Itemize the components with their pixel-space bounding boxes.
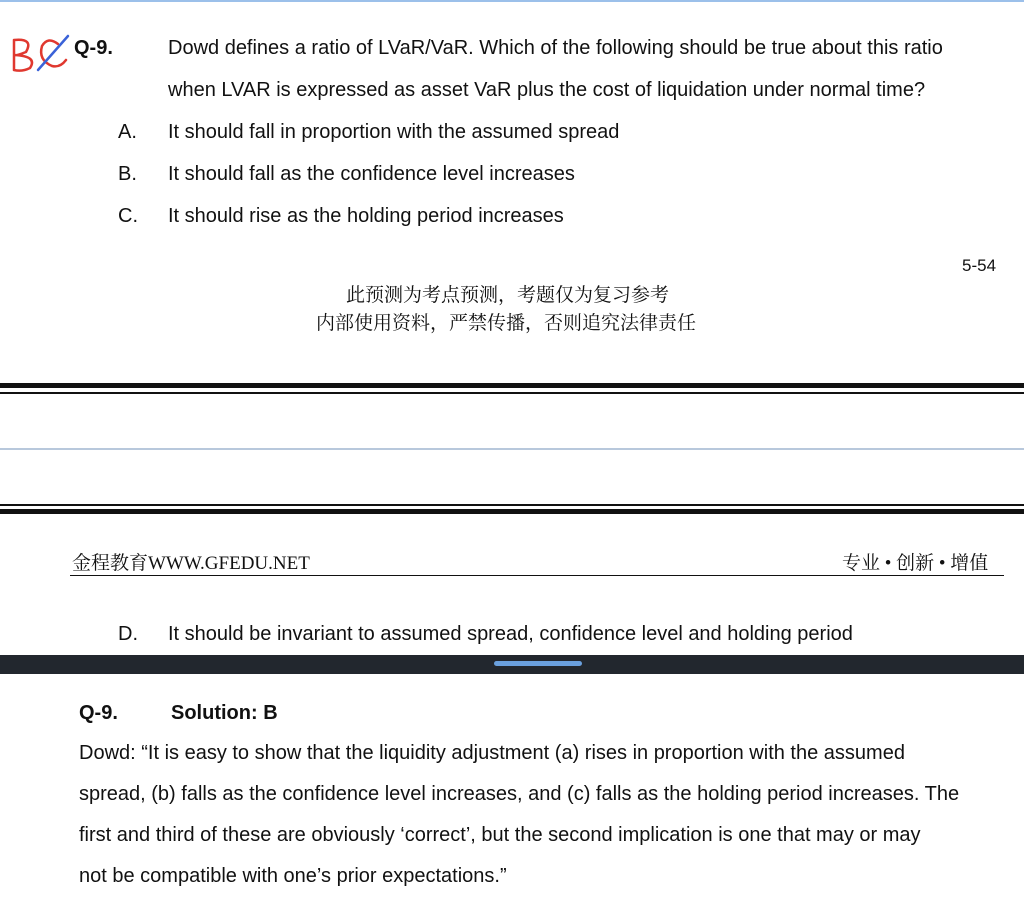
page-footer-rule [0, 383, 1024, 388]
header-slogan: 专业 • 创新 • 增值 [842, 553, 989, 574]
option-b-text: It should fall as the confidence level increases [168, 163, 575, 185]
option-c-letter: C. [118, 205, 138, 227]
split-divider-bar[interactable] [0, 655, 1024, 674]
header-brand: 金程教育WWW.GFEDU.NET [72, 553, 310, 574]
page-header-rule-thin [0, 504, 1024, 506]
question-line-1: Dowd defines a ratio of LVaR/VaR. Which of the following should be true about this ratio [168, 37, 943, 59]
drag-handle[interactable] [494, 661, 582, 666]
solution-line-1: Dowd: “It is easy to show that the liquidity adjustment (a) rises in proportion with the assumed [79, 742, 905, 764]
header-underline [70, 575, 1004, 576]
solution-line-2: spread, (b) falls as the confidence level increases, and (c) falls as the holding period increases. The [79, 783, 960, 805]
option-d-text: It should be invariant to assumed spread, confidence level and holding period [168, 623, 853, 645]
page-footer-rule-thin [0, 392, 1024, 394]
notice-line-1: 此预测为考点预测，考题仅为复习参考 [346, 284, 670, 306]
solution-number: Q-9. [79, 702, 118, 724]
question-number: Q-9. [74, 37, 113, 59]
option-a-text: It should fall in proportion with the assumed spread [168, 121, 620, 143]
option-b-letter: B. [118, 163, 137, 185]
question-line-2: when LVAR is expressed as asset VaR plus the cost of liquidation under normal time? [168, 79, 926, 101]
notice-line-2: 内部使用资料，严禁传播，否则追究法律责任 [316, 312, 697, 334]
page-header-rule [0, 509, 1024, 514]
option-a-letter: A. [118, 121, 137, 143]
handwriting-icon [8, 30, 72, 76]
page-number: 5-54 [962, 256, 997, 275]
solution-title: Solution: B [171, 702, 278, 724]
option-d-letter: D. [118, 623, 138, 645]
option-c-text: It should rise as the holding period increases [168, 205, 564, 227]
page-gap-line [0, 448, 1024, 450]
solution-line-3: first and third of these are obviously ‘correct’, but the second implication is one that may or may [79, 824, 921, 846]
top-border-line [0, 0, 1024, 2]
solution-line-4: not be compatible with one’s prior expectations.” [79, 865, 507, 887]
handwritten-answer-mark [8, 30, 72, 76]
